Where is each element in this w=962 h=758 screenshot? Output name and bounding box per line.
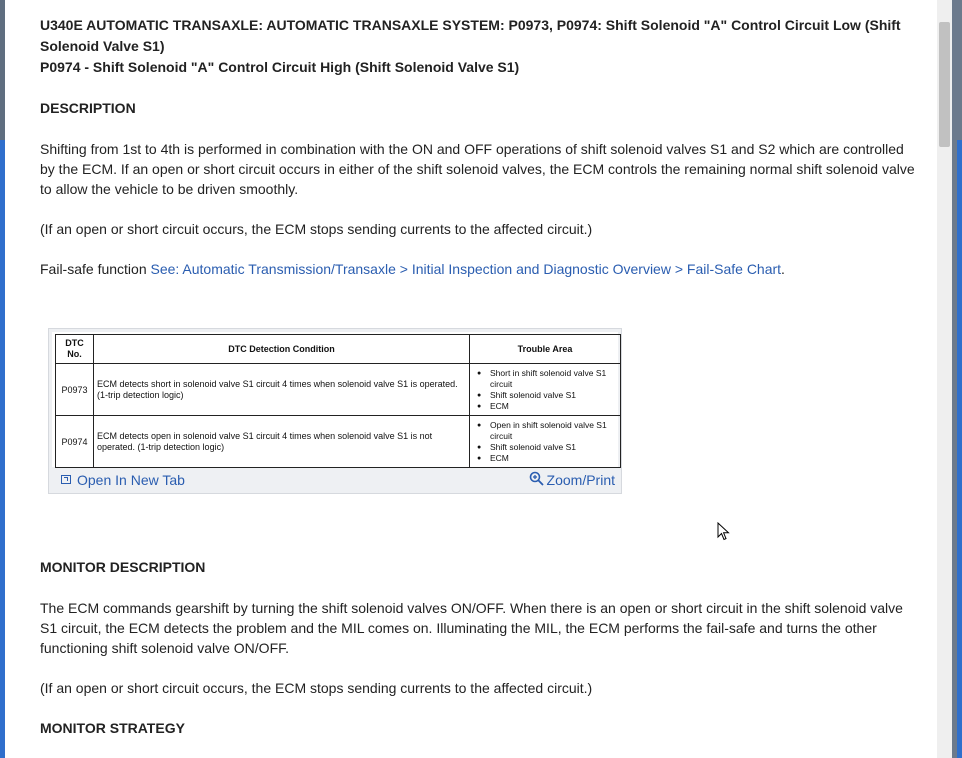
vertical-scrollbar[interactable] [937,0,952,758]
monitor-strategy-heading: MONITOR STRATEGY [40,720,185,736]
article-title: U340E AUTOMATIC TRANSAXLE: AUTOMATIC TRANSAXLE SYSTEM: P0973, P0974: Shift Solenoid "A" Control Circuit Low (Shift Solenoid Valve S1) [40,17,901,54]
detection-condition: ECM detects open in solenoid valve S1 circuit 4 times when solenoid valve S1 is not operated. (1-trip detection logic) [94,416,470,468]
dtc-table [55,334,621,468]
description-heading: DESCRIPTION [40,100,136,116]
failsafe-chart-link[interactable]: See: Automatic Transmission/Transaxle > Initial Inspection and Diagnostic Overview > Fail-Safe Chart [150,261,782,277]
table-row [56,364,621,416]
open-in-new-tab-button[interactable] [61,471,185,489]
monitor-description-paragraph: The ECM commands gearshift by turning the shift solenoid valves ON/OFF. When there is an open or short circuit in the shift solenoid valve S1 circuit, the ECM detects the problem and the MIL comes on. Illuminating the MIL, the ECM performs the fail-safe and turns the other functioning shift solenoid valve ON/OFF. [40,600,903,656]
mouse-cursor-icon [717,522,731,542]
dtc-figure [48,328,622,494]
magnifier-plus-icon [529,471,544,486]
window-frame-right [952,0,962,758]
scrollbar-thumb[interactable] [939,22,950,147]
header-trouble-area: Trouble Area [470,335,621,364]
open-in-new-tab-label: Open In New Tab [77,472,185,488]
failsafe-suffix: . [781,261,785,277]
article-subtitle: P0974 - Shift Solenoid "A" Control Circuit High (Shift Solenoid Valve S1) [40,59,520,75]
dtc-figure-image [52,332,618,467]
detection-condition: ECM detects short in solenoid valve S1 circuit 4 times when solenoid valve S1 is operated. (1-trip detection logic) [94,364,470,416]
failsafe-line [40,259,920,279]
description-note: (If an open or short circuit occurs, the ECM stops sending currents to the affected circuit.) [40,221,593,237]
table-row [56,416,621,468]
zoom-print-button[interactable] [529,471,615,489]
trouble-area [470,364,621,416]
header-detection-condition: DTC Detection Condition [94,335,470,364]
list-item: ● ECM [473,401,617,412]
list-item: ● Shift solenoid valve S1 [473,442,617,453]
dtc-code: P0973 [56,364,94,416]
monitor-description-note: (If an open or short circuit occurs, the ECM stops sending currents to the affected circuit.) [40,680,593,696]
monitor-description-heading: MONITOR DESCRIPTION [40,559,206,575]
list-item: ● ECM [473,453,617,464]
list-item: ● Open in shift solenoid valve S1 circuit [473,420,617,442]
zoom-print-label: Zoom/Print [546,472,615,488]
list-item: ● Short in shift solenoid valve S1 circuit [473,368,617,390]
list-item: ● Shift solenoid valve S1 [473,390,617,401]
trouble-area [470,416,621,468]
description-paragraph: Shifting from 1st to 4th is performed in combination with the ON and OFF operations of shift solenoid valves S1 and S2 which are controlled by the ECM. If an open or short circuit occurs in either of the shift solenoid valves, the ECM controls the remaining normal shift solenoid valve to allow the vehicle to be driven smoothly. [40,141,915,197]
failsafe-label: Fail-safe function [40,261,151,277]
document-page [5,0,937,758]
new-tab-icon [61,475,71,484]
header-dtc-no: DTC No. [56,335,94,364]
dtc-table-header [56,335,621,364]
focus-highlight [957,140,962,758]
dtc-code: P0974 [56,416,94,468]
